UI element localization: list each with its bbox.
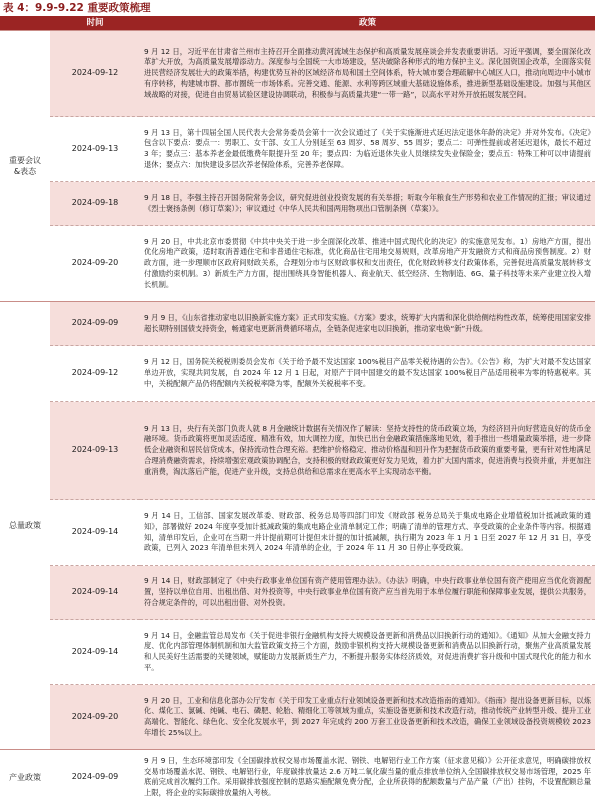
policy-cell: 9 月 18 日，李强主持召开国务院常务会议，研究促进创业投资发展的有关举措；听取今年粮食生产形势和农业工作情况的汇报；审议通过《烈士褒扬条例（修订草案）》；审议通过《中华人民共和国两用物项出口管制条例（草案）》。 <box>140 182 595 226</box>
policy-cell: 9 月 9 日，生态环境部印发《全国碳排放权交易市场覆盖水泥、钢铁、电解铝行业工作方案（征求意见稿）》公开征求意见，明确碳排放权交易市场覆盖水泥、钢铁、电解铝行业，年度碳排放量达 2.6 万吨二氧化碳当量的重点排放单位纳入全国碳排放权交易市场管理，2025 年底前完成首次履约工作。采用碳排放强度控制的思路实施配额免费分配，企业所获得的配额数量与产品产量（产出）挂钩，不设置配额总量上限，将企业的实际碳排放量纳入考核。 <box>140 750 595 805</box>
table-row <box>0 402 595 500</box>
table-row <box>0 226 595 302</box>
table-row <box>0 31 595 117</box>
category-cell: 产业政策 <box>0 750 50 805</box>
category-cell: 重要会议&表态 <box>0 31 50 302</box>
table-row <box>0 620 595 685</box>
date-cell: 2024-09-12 <box>50 31 140 117</box>
policy-cell: 9 月 9 日，《山东省推动家电以旧换新实施方案》正式印发实施。《方案》要求，统筹扩大内需和深化供给侧结构性改革，统筹使用国家安排超长期特别国债支持资金，畅通家电更新消费循环堵点，全链条促进家电以旧换新，推动家电焕“新”升级。 <box>140 302 595 346</box>
category-cell: 总量政策 <box>0 302 50 750</box>
policy-cell: 9 月 20 日，工业和信息化部办公厅发布《关于印发工业重点行业领域设备更新和技术改造指南的通知》。《指南》提出设备更新目标，以炼化、煤化工、氯碱、纯碱、电石、磷肥、轮胎、精细化工等领域为重点，实施设备更新和技术改造行动，推动传统产业转型升级、提升工业高端化、智能化、绿色化、安全化发展水平，到 2027 年完成约 200 万套工业设备更新和技术改造，确保工业领域设备投资规模较 2023 年增长 25%以上。 <box>140 685 595 750</box>
policy-cell: 9 月 14 日，金融监管总局发布《关于促进非银行金融机构支持大规模设备更新和消费品以旧换新行动的通知》。《通知》从加大金融支持力度、优化内部管理体制机制和加大监管政策支持三个方面，鼓励非银机构支持大规模设备更新和消费品以旧换新行动，聚焦产业高质量发展和人民美好生活需要的关键领域，赋能助力发展新质生产力，不断提升服务实体经济质效，对促进消费扩容升级和中国式现代化的能力和水平。 <box>140 620 595 685</box>
table-row <box>0 182 595 226</box>
date-cell: 2024-09-12 <box>50 346 140 402</box>
date-cell: 2024-09-20 <box>50 685 140 750</box>
date-cell: 2024-09-14 <box>50 566 140 620</box>
table-row <box>0 117 595 182</box>
table-row <box>0 500 595 566</box>
date-cell: 2024-09-20 <box>50 226 140 302</box>
date-cell: 2024-09-18 <box>50 182 140 226</box>
policy-table <box>0 16 595 805</box>
policy-cell: 9 月 14 日，工信部、国家发展改革委、财政部、税务总局等四部门印发《财政部 税务总局关于集成电路企业增值税加计抵减政策的通知》，部署做好 2024 年度享受加计抵减政策的集成电路企业清单制定工作；明确了清单的管理方式、享受政策的企业条件等内容。根据通知，清单印发后，企业可在当期一并计提前期可计提但未计提的加计抵减额，执行期为 2023 年 1 月 1 日至 2027 年 12 月 31 日，享受政策，已列入 2023 年清单但未列入 2024 年清单的企业，于 2024 年 11 月 30 日停止享受政策。 <box>140 500 595 566</box>
policy-cell: 9 月 14 日，财政部制定了《中央行政事业单位国有资产使用管理办法》。《办法》明确，中央行政事业单位国有资产使用应当优化资源配置，坚持以单位自用、出租出借、对外投资等，中央行政事业单位国有资产应当首先用于本单位履行职能和保障事业发展，提供公共服务，符合规定条件的，可以出租出借、对外投资。 <box>140 566 595 620</box>
date-cell: 2024-09-09 <box>50 302 140 346</box>
header-category <box>0 16 50 31</box>
table-row <box>0 750 595 805</box>
date-cell: 2024-09-13 <box>50 117 140 182</box>
table-title: 表 4：9.9-9.22 重要政策梳理 <box>3 2 151 14</box>
date-cell: 2024-09-14 <box>50 500 140 566</box>
policy-cell: 9 月 12 日，习近平在甘肃省兰州市主持召开全面推动黄河流域生态保护和高质量发展座谈会并发表重要讲话。习近平强调，要全面深化改革扩大开放，为高质量发展增添动力。深度参与全国统一大市场建设，坚决破除各种形式的地方保护主义。深化国资国企改革，全面落实促进民营经济发展壮大的政策举措，构建优势互补的区域经济布局和国土空间体系，特大城市要合理疏解中心城区人口，推动向周边中小城市有序转移，构建城市群、都市圈统一市场体系。完善交通、能源、水利等跨区域重大基础设施体系，推进新型基础设施建设。加强与其他区域战略的对接，促进自由贸易试验区建设协调联动，积极参与高质量共建“一带一路”，以高水平对外开放拓展发展空间。 <box>140 31 595 117</box>
date-cell: 2024-09-14 <box>50 620 140 685</box>
policy-cell: 9 月 20 日，中共北京市委贯彻《中共中央关于进一步全面深化改革、推进中国式现代化的决定》的实施意见发布。1）房地产方面，提出优化房地产政策，适时取消普通住宅和非普通住宅标准，优化商品住宅用地交易规则，改革房地产开发融资方式和商品房预售制度。2）财政方面，进一步理顺市区政府间财政关系，合理划分市与区财政事权和支出责任，优化财政转移支付政策体系，完善促进高质量发展转移支付激励约束机制。3）新质生产力方面，提出围绕具身智能机器人、商业航天、低空经济、生物制造、6G、量子科技等未来产业建立投入增长机制。 <box>140 226 595 302</box>
date-cell: 2024-09-09 <box>50 750 140 805</box>
header-policy: 政策 <box>140 16 595 31</box>
date-cell: 2024-09-13 <box>50 402 140 500</box>
table-row <box>0 685 595 750</box>
policy-cell: 9 月 13 日，第十四届全国人民代表大会常务委员会第十一次会议通过了《关于实施渐进式延迟法定退休年龄的决定》并对外发布。《决定》包含以下要点：要点一：男职工、女干部、女工人分别延至 63 周岁、58 周岁、55 周岁；要点二：可弹性提前或者延迟退休，最长不超过 3 年；要点三：基本养老金最低缴费年限提升至 20 年；要点四：为临近退休失业人员继续发失业保险金；要点五：特殊工种可以申请提前退休；要点六：加快建设多层次养老保险体系，完善养老保障。 <box>140 117 595 182</box>
table-header-row <box>0 16 595 31</box>
policy-cell: 9 月 13 日，央行有关部门负责人就 8 月金融统计数据有关情况作了解读：坚持支持性的货币政策立场，为经济回升向好营造良好的货币金融环境。货币政策将更加灵活适度、精准有效，加大调控力度，加快已出台金融政策措施落地见效，着手推出一些增量政策举措，进一步降低企业融资和居民信贷成本，保持流动性合理充裕。把维护价格稳定、推动价格温和回升作为把握货币政策的重要考量，更有针对性地满足合理消费融资需求，持续增强宏观政策协调配合，支持积极的财政政策更好发力见效，着力扩大国内需求，促进消费与投资并重，并更加注重消费，淘汰落后产能，促进产业升级，支持总供给和总需求在更高水平上实现动态平衡。 <box>140 402 595 500</box>
table-row <box>0 566 595 620</box>
table-row <box>0 346 595 402</box>
header-time: 时间 <box>50 16 140 31</box>
table-row <box>0 302 595 346</box>
policy-cell: 9 月 12 日，国务院关税税则委员会发布《关于给予最不发达国家 100%税目产品零关税待遇的公告》。《公告》称，为扩大对最不发达国家单边开放，实现共同发展，自 2024 年 12 月 1 日起，对原产于同中国建交的最不发达国家 100%税目产品适用税率为零的特惠税率。其中，关税配额产品仍将配额内关税税率降为零，配额外关税税率不变。 <box>140 346 595 402</box>
